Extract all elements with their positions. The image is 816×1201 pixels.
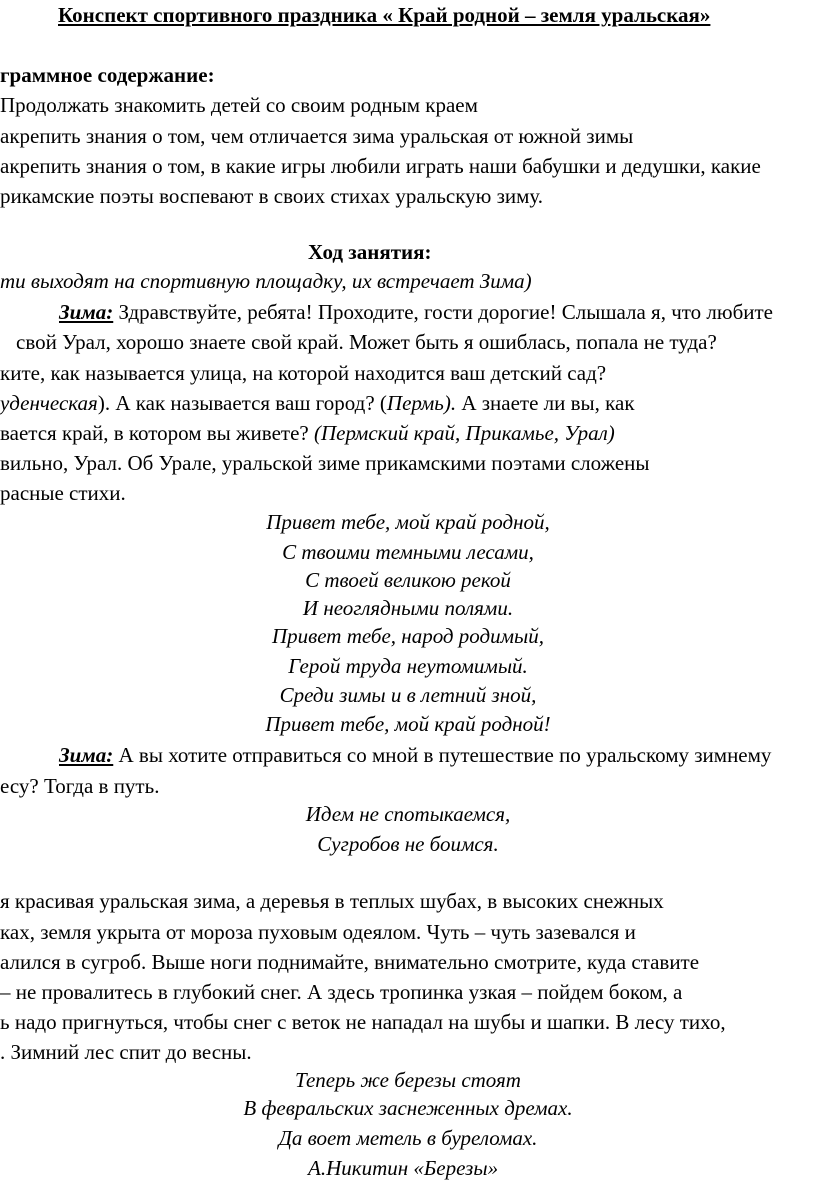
speech-line	[59, 300, 773, 325]
poem-line: Среди зимы и в летний зной,	[279, 683, 537, 707]
speech-text: А вы хотите отправиться со мной в путешествие по уральскому зимнему	[113, 743, 772, 767]
speech-line: расные стихи.	[0, 481, 126, 505]
course-heading: Ход занятия:	[308, 240, 432, 264]
narration-line: – не провалитесь в глубокий снег. А здесь тропинка узкая – пойдем боком, а	[0, 980, 683, 1004]
chant-line: Сугробов не боимся.	[317, 832, 499, 856]
speech-text: Здравствуйте, ребята! Проходите, гости дорогие! Слышала я, что любите	[113, 300, 774, 324]
poem-line: Привет тебе, мой край родной,	[266, 510, 550, 534]
speech-text: А знаете ли вы, как	[456, 391, 635, 415]
poem-line: С твоими темными лесами,	[282, 540, 534, 564]
program-item: рикамские поэты воспевают в своих стихах уральскую зиму.	[0, 184, 544, 208]
intro-note: ти выходят на спортивную площадку, их встречает Зима)	[0, 269, 532, 293]
program-item: Продолжать знакомить детей со своим родным краем	[0, 93, 478, 117]
program-item: акрепить знания о том, в какие игры любили играть наши бабушки и дедушки, какие	[0, 154, 761, 178]
speech-line: есу? Тогда в путь.	[0, 774, 160, 798]
speech-line	[59, 743, 771, 768]
speaker-name: Зима:	[59, 743, 114, 767]
speech-line: вильно, Урал. Об Урале, уральской зиме прикамскими поэтами сложены	[0, 451, 650, 475]
program-heading: граммное содержание:	[0, 63, 215, 87]
poem-line: Привет тебе, народ родимый,	[271, 624, 545, 648]
speech-line	[0, 391, 635, 416]
poem-line: Привет тебе, мой край родной!	[265, 712, 551, 736]
speaker-name: Зима:	[59, 300, 114, 324]
narration-line: алился в сугроб. Выше ноги поднимайте, внимательно смотрите, куда ставите	[0, 950, 700, 974]
street-answer: уденческая	[0, 391, 98, 415]
region-answer: (Пермский край, Прикамье, Урал)	[313, 421, 615, 445]
narration-line: ь надо пригнуться, чтобы снег с веток не нападал на шубы и шапки. В лесу тихо,	[0, 1010, 726, 1034]
speech-text: вается край, в котором вы живете?	[0, 421, 314, 445]
chant-line: Идем не спотыкаемся,	[305, 802, 511, 826]
speech-line: свой Урал, хорошо знаете свой край. Может быть я ошиблась, попала не туда?	[16, 330, 717, 354]
narration-line: ках, земля укрыта от мороза пуховым одеялом. Чуть – чуть зазевался и	[0, 920, 636, 944]
city-answer: Пермь).	[386, 391, 457, 415]
speech-line	[0, 421, 615, 446]
poem-line: С твоей великою рекой	[305, 568, 511, 592]
program-item: акрепить знания о том, чем отличается зима уральская от южной зимы	[0, 124, 634, 148]
poem-line: Герой труда неутомимый.	[288, 654, 528, 678]
poem-line: Теперь же березы стоят	[295, 1068, 521, 1092]
narration-line: я красивая уральская зима, а деревья в теплых шубах, в высоких снежных	[0, 889, 664, 913]
page-title: Конспект спортивного праздника « Край родной – земля уральская»	[58, 3, 711, 27]
poem-line: И неоглядными полями.	[302, 596, 514, 620]
speech-text: ). А как называется ваш город? (	[97, 391, 387, 415]
poem-author: А.Никитин «Березы»	[308, 1156, 499, 1180]
speech-line: ките, как называется улица, на которой находится ваш детский сад?	[0, 361, 607, 385]
narration-line: . Зимний лес спит до весны.	[0, 1040, 252, 1064]
poem-line: Да воет метель в буреломах.	[278, 1126, 538, 1150]
poem-line: В февральских заснеженных дремах.	[243, 1096, 573, 1120]
